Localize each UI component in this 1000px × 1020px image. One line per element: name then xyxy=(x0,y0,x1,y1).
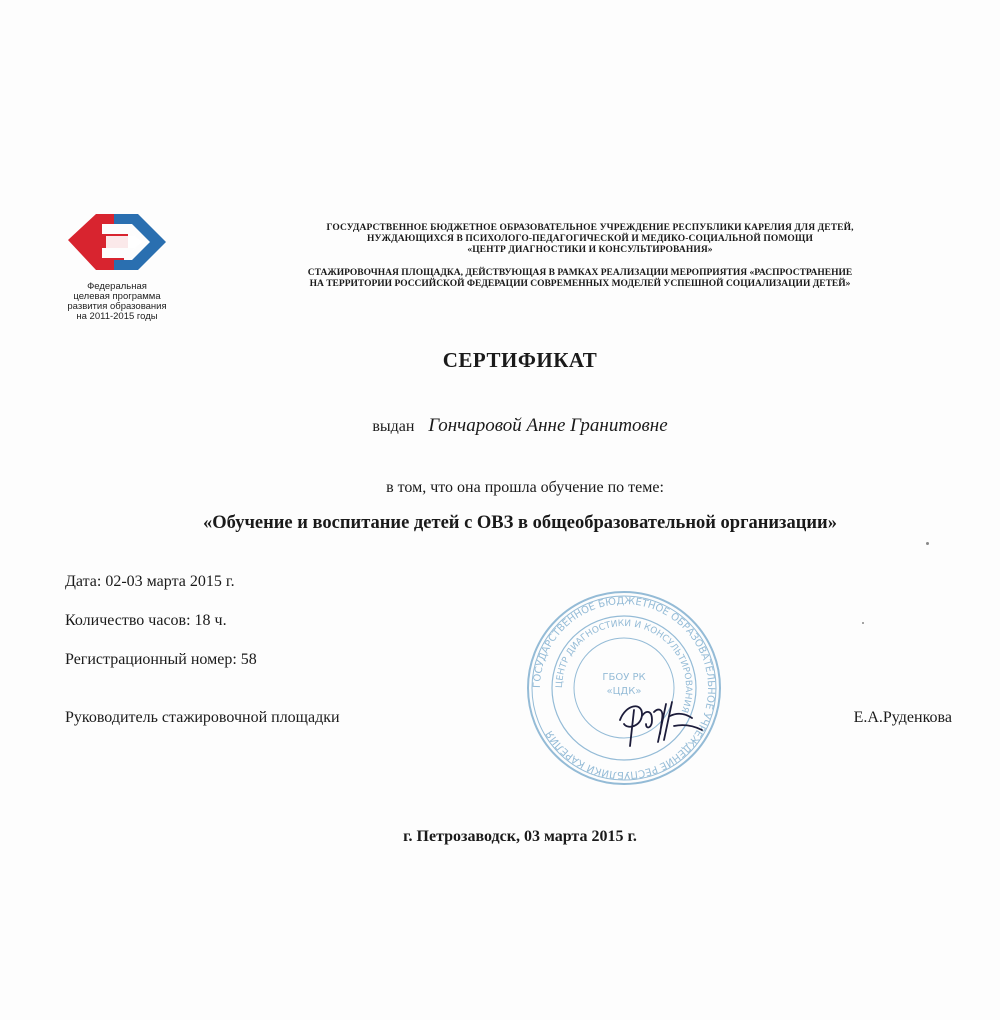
program-logo xyxy=(62,210,172,335)
platform-header xyxy=(280,268,880,290)
organization-line: «ЦЕНТР ДИАГНОСТИКИ И КОНСУЛЬТИРОВАНИЯ» xyxy=(467,245,713,255)
issued-label: выдан xyxy=(372,418,415,435)
federal-program-arrows-icon xyxy=(66,210,170,274)
course-date: Дата: 02-03 марта 2015 г. xyxy=(65,573,235,590)
logo-caption-line: целевая программа xyxy=(73,291,161,302)
stamp-center-line: «ЦДК» xyxy=(606,686,642,697)
logo-caption xyxy=(62,282,172,322)
round-seal-stamp-icon xyxy=(524,588,724,788)
place-and-date: г. Петрозаводск, 03 марта 2015 г. xyxy=(403,828,637,845)
certificate-title: СЕРТИФИКАТ xyxy=(442,348,598,372)
organization-line: ГОСУДАРСТВЕННОЕ БЮДЖЕТНОЕ ОБРАЗОВАТЕЛЬНОЕ УЧРЕЖДЕНИЕ РЕСПУБЛИКИ КАРЕЛИЯ ДЛЯ ДЕТЕЙ, xyxy=(326,223,854,233)
logo-caption-line: Федеральная xyxy=(87,281,147,292)
logo-caption-line: на 2011-2015 годы xyxy=(76,311,158,322)
platform-line: НА ТЕРРИТОРИИ РОССИЙСКОЙ ФЕДЕРАЦИИ СОВРЕМЕННЫХ МОДЕЛЕЙ УСПЕШНОЙ СОЦИАЛИЗАЦИИ ДЕТЕЙ» xyxy=(309,279,851,289)
recipient-name: Гончаровой Анне Гранитовне xyxy=(428,415,668,436)
signer-role: Руководитель стажировочной площадки xyxy=(65,709,340,726)
course-topic: «Обучение и воспитание детей с ОВЗ в общеобразовательной организации» xyxy=(203,513,837,533)
signer-name: Е.А.Руденкова xyxy=(853,709,952,726)
scan-speck xyxy=(926,542,929,545)
stamp-outer-text: ГОСУДАРСТВЕННОЕ БЮДЖЕТНОЕ ОБРАЗОВАТЕЛЬНОЕ УЧРЕЖДЕНИЕ РЕСПУБЛИКИ КАРЕЛИЯ xyxy=(531,595,717,781)
intro-text: в том, что она прошла обучение по теме: xyxy=(386,479,664,496)
platform-line: СТАЖИРОВОЧНАЯ ПЛОЩАДКА, ДЕЙСТВУЮЩАЯ В РАМКАХ РЕАЛИЗАЦИИ МЕРОПРИЯТИЯ «РАСПРОСТРАНЕНИЕ xyxy=(307,268,853,278)
stamp-inner-text: ЦЕНТР ДИАГНОСТИКИ И КОНСУЛЬТИРОВАНИЯ xyxy=(554,618,694,714)
scan-speck xyxy=(862,622,864,624)
issued-to-line xyxy=(0,415,1000,437)
stamp-center-line: ГБОУ РК xyxy=(602,672,646,683)
organization-line: НУЖДАЮЩИХСЯ В ПСИХОЛОГО-ПЕДАГОГИЧЕСКОЙ И МЕДИКО-СОЦИАЛЬНОЙ ПОМОЩИ xyxy=(367,234,813,244)
course-hours: Количество часов: 18 ч. xyxy=(65,612,227,629)
registration-number: Регистрационный номер: 58 xyxy=(65,651,257,668)
handwritten-signature-icon xyxy=(612,690,707,750)
logo-caption-line: развития образования xyxy=(67,301,167,312)
organization-header xyxy=(290,223,890,256)
